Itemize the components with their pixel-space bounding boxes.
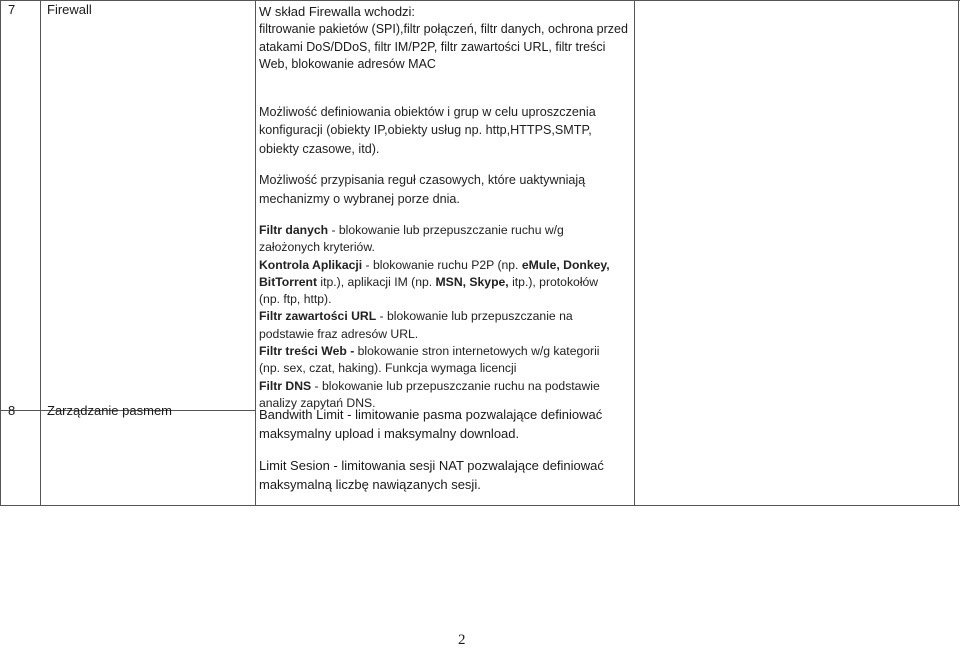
- intro-line: atakami DoS/DDoS, filtr IM/P2P, filtr zawartości URL, filtr treści: [259, 39, 606, 54]
- column-divider-1: [40, 0, 41, 505]
- row-name: Firewall: [47, 2, 92, 17]
- dns-filter-text: - blokowanie lub przepuszczanie ruchu na podstawie: [311, 378, 600, 393]
- column-divider-2: [255, 0, 256, 505]
- url-filter-line: [259, 308, 634, 325]
- url-filter-text: - blokowanie lub przepuszczanie na: [376, 309, 573, 324]
- data-filter-title: Filtr danych: [259, 223, 329, 237]
- dns-filter-line: analizy zapytań DNS.: [259, 395, 376, 410]
- web-filter-line: (np. sex, czat, haking). Funkcja wymaga licencji: [259, 361, 517, 376]
- app-control-line: [259, 257, 634, 274]
- data-filter-line: [259, 222, 634, 239]
- firewall-heading: W skład Firewalla wchodzi:: [259, 4, 416, 19]
- session-line: Limit Sesion - limitowania sesji NAT pozwalające definiować: [259, 458, 604, 473]
- app-control-bold: BitTorrent: [259, 274, 317, 289]
- firewall-intro: [259, 21, 628, 74]
- app-control-text: itp.), aplikacji IM (np.: [317, 274, 436, 289]
- url-filter-title: Filtr zawartości URL: [259, 309, 377, 324]
- app-control-text: itp.), protokołów: [508, 274, 599, 289]
- dns-filter-title: Filtr DNS: [259, 378, 312, 393]
- session-paragraph: [259, 456, 604, 494]
- table-right-border: [958, 0, 959, 505]
- data-filter-text: - blokowanie lub przepuszczanie ruchu w/g: [328, 223, 564, 237]
- schedule-line: mechanizmy o wybranej porze dnia.: [259, 191, 460, 206]
- app-control-bold: MSN, Skype,: [435, 274, 509, 289]
- bandwidth-paragraph: [259, 405, 602, 443]
- web-filter-line: [259, 343, 634, 360]
- schedule-paragraph: [259, 171, 629, 208]
- web-filter-title: Filtr treści Web -: [259, 344, 355, 359]
- web-filter-text: blokowanie stron internetowych w/g kategorii: [354, 344, 600, 359]
- bandwidth-line: maksymalny upload i maksymalny download.: [259, 426, 520, 441]
- row-number: 8: [8, 403, 16, 418]
- app-control-line: [259, 274, 634, 291]
- app-control-title: Kontrola Aplikacji: [259, 257, 363, 272]
- bandwidth-line: Bandwith Limit - limitowanie pasma pozwalające definiować: [259, 407, 603, 422]
- objects-line: Możliwość definiowania obiektów i grup w celu uproszczenia: [259, 105, 596, 119]
- column-divider-3: [634, 0, 635, 505]
- row-name: Zarządzanie pasmem: [47, 403, 172, 418]
- objects-line: obiekty czasowe, itd).: [259, 141, 380, 156]
- url-filter-line: podstawie fraz adresów URL.: [259, 326, 419, 341]
- app-control-bold: eMule, Donkey,: [521, 257, 610, 272]
- page-number: 2: [458, 632, 466, 648]
- app-control-text: - blokowanie ruchu P2P (np.: [362, 257, 522, 272]
- table-bottom-border: [0, 505, 960, 506]
- data-filter-line: założonych kryteriów.: [259, 240, 375, 255]
- intro-line: Web, blokowanie adresów MAC: [259, 57, 436, 71]
- table-left-border: [0, 0, 1, 505]
- app-control-line: (np. ftp, http).: [259, 292, 332, 307]
- dns-filter-line: [259, 378, 634, 395]
- objects-line: konfiguracji (obiekty IP,obiekty usług np. http,HTTPS,SMTP,: [259, 123, 592, 138]
- objects-paragraph: [259, 103, 629, 158]
- filters-paragraph: [259, 222, 634, 412]
- table-top-border: [0, 0, 960, 1]
- intro-line: filtrowanie pakietów (SPI),filtr połączeń, filtr danych, ochrona przed: [259, 22, 628, 36]
- row-number: 7: [8, 2, 16, 17]
- schedule-line: Możliwość przypisania reguł czasowych, które uaktywniają: [259, 173, 586, 187]
- session-line: maksymalną liczbę nawiązanych sesji.: [259, 477, 481, 492]
